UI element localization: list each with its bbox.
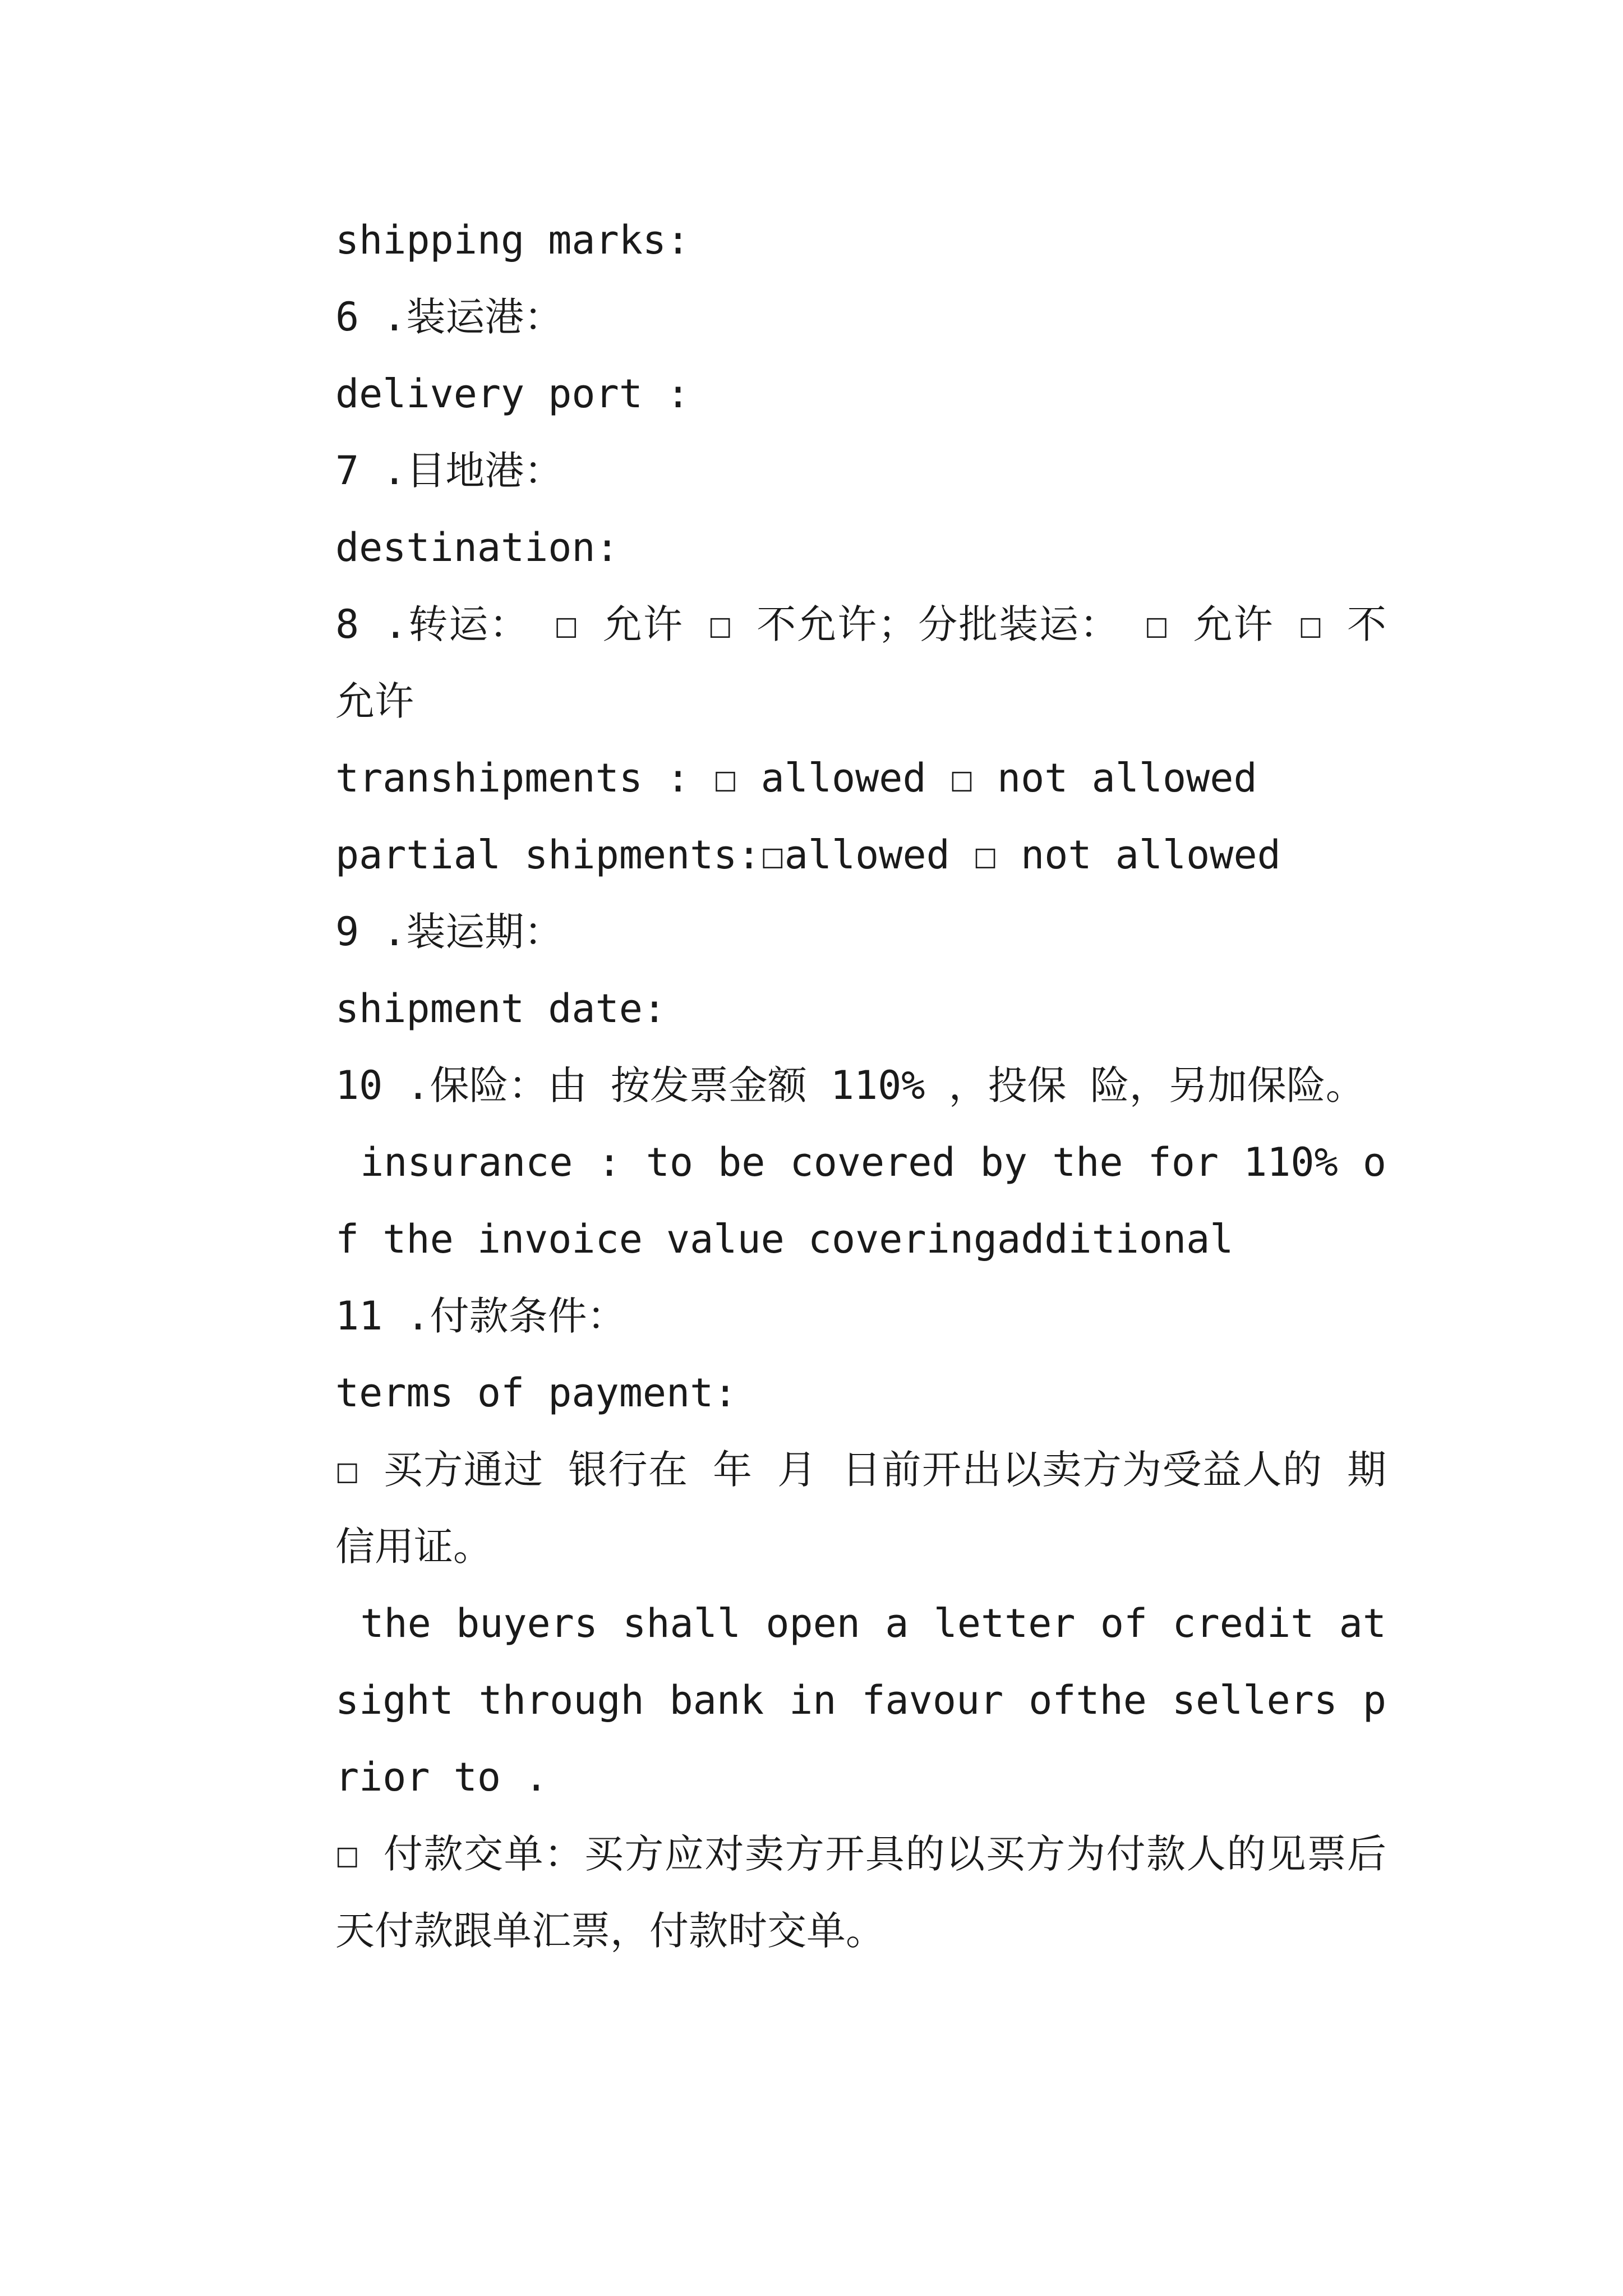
delivery-port-line: delivery port : [335,371,690,417]
insurance-paragraph: insurance : to be covered by the for 110% of the invoice value coveringadditional [335,1139,1386,1262]
shipment-period-cn-line: 9 .装运期： [335,909,564,955]
loading-port-cn-line: 6 .装运港： [335,294,564,340]
dp-clause-cn-paragraph: ☐ 付款交单：买方应对卖方开具的以买方为付款人的见票后 天付款跟单汇票，付款时交单。 [335,1831,1410,1954]
terms-of-payment-line: terms of payment: [335,1370,737,1416]
shipment-date-line: shipment date: [335,986,667,1032]
transhipments-line: transhipments : ☐ allowed ☐ not allowed [335,755,1257,801]
transshipment-cn-paragraph: 8 .转运： ☐ 允许 ☐ 不允许；分批装运： ☐ 允许 ☐ 不允许 [335,601,1386,724]
contract-body [248,202,1410,1970]
destination-cn-line: 7 .目地港： [335,448,564,494]
destination-line: destination: [335,524,619,570]
lc-clause-cn-paragraph: ☐ 买方通过 银行在 年 月 日前开出以卖方为受益人的 期信用证。 [335,1447,1386,1570]
payment-terms-cn-line: 11 .付款条件： [335,1293,626,1339]
insurance-cn-paragraph: 10 .保险：由 按发票金额 110% ，投保 险，另加保险。 [335,1062,1365,1108]
shipping-marks-line: shipping marks: [335,217,690,263]
partial-shipments-line: partial shipments:☐allowed ☐ not allowed [335,832,1281,878]
lc-clause-paragraph: the buyers shall open a letter of credit at sight through bank in favour ofthe sellers prior to . [335,1600,1410,1800]
